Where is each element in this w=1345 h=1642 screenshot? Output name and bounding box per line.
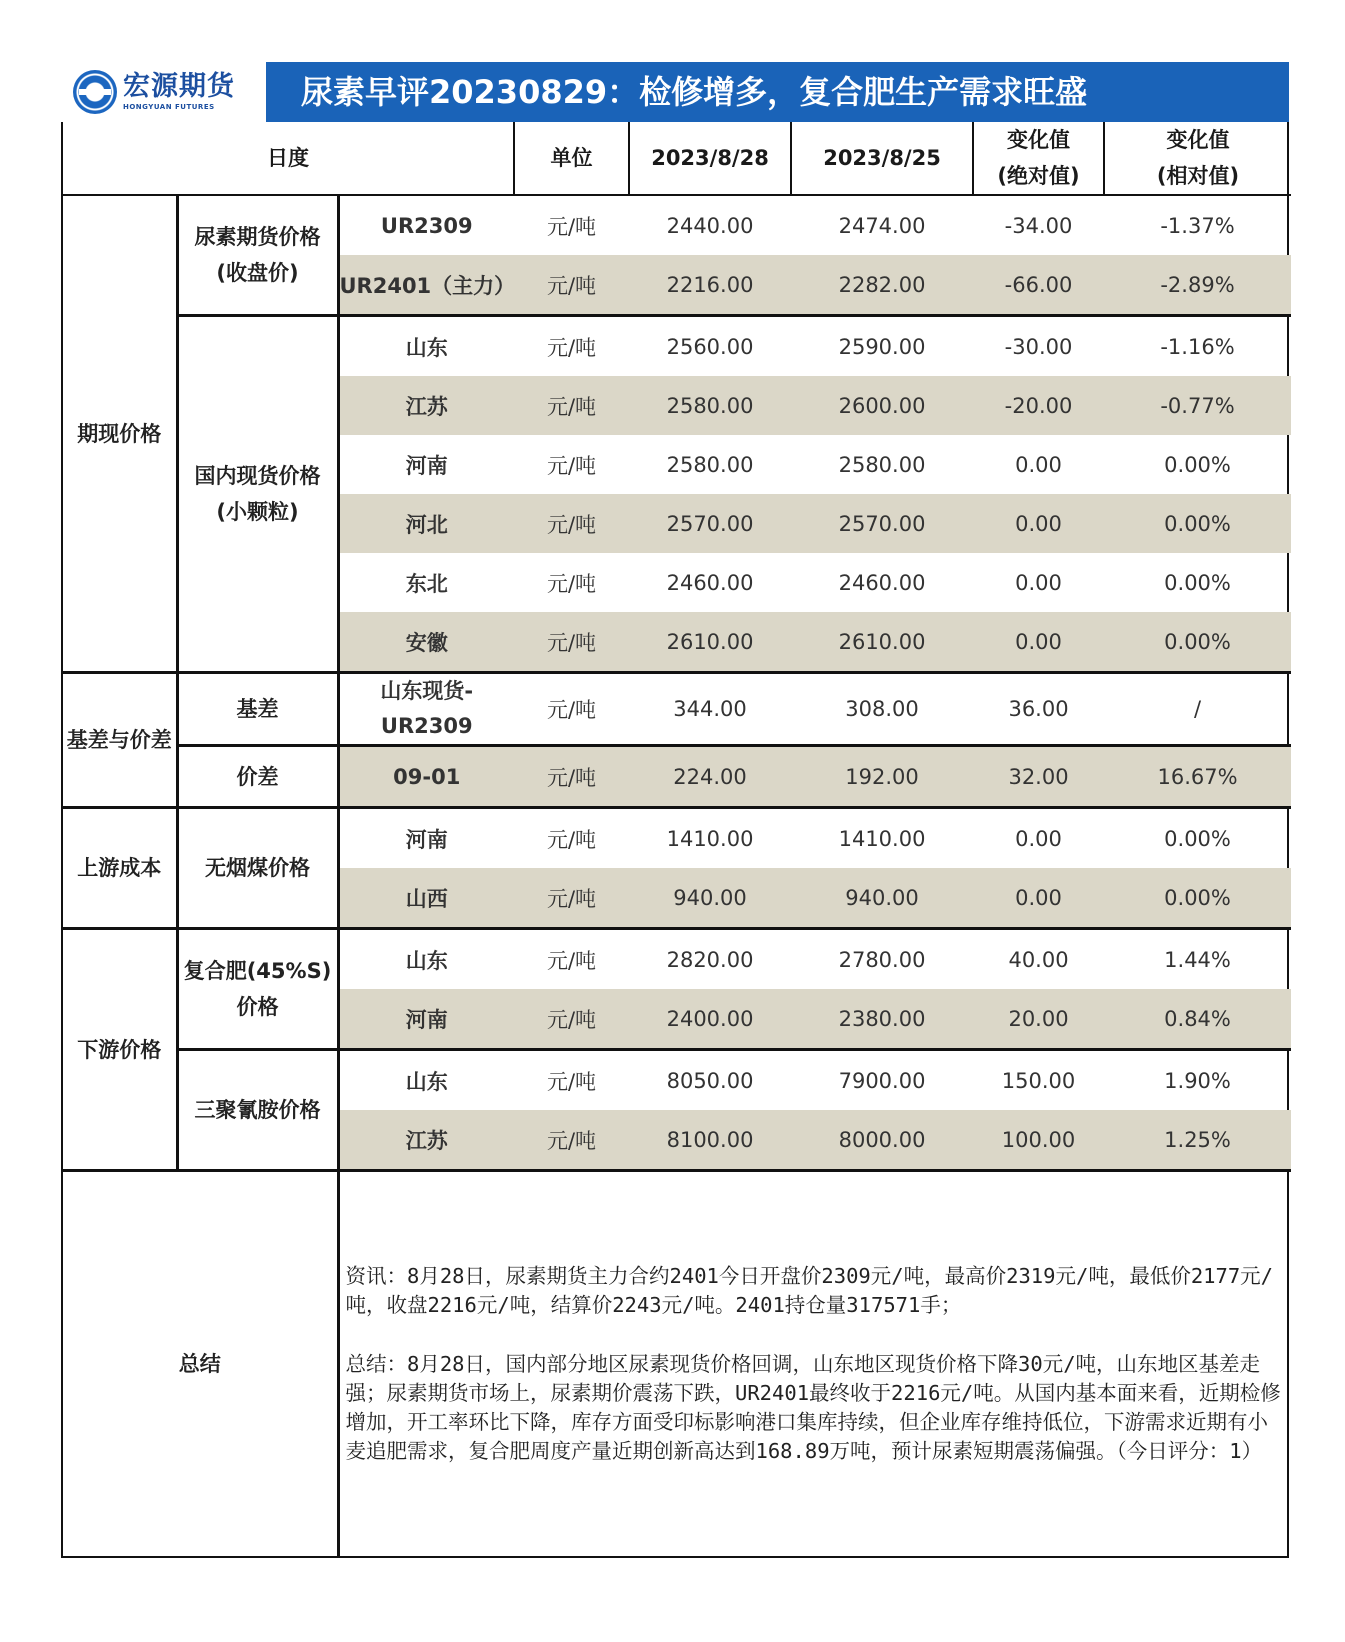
row-unit: 元/吨 [514,808,629,869]
summary-text [338,1171,1291,1557]
row-unit: 元/吨 [514,673,629,746]
row-value-date2: 7900.00 [791,1050,973,1111]
table-row [63,808,1291,869]
row-value-date1: 2610.00 [629,612,791,673]
col-header-rel-change: 变化值 (相对值) [1104,122,1291,195]
row-unit: 元/吨 [514,746,629,808]
table-row [63,316,1291,377]
row-name: 山东 [338,929,514,990]
section-label-upstream: 上游成本 [63,808,177,929]
row-rel-change: 0.00% [1104,808,1291,869]
summary-row [63,1171,1291,1557]
row-value-date2: 2580.00 [838,452,926,477]
row-abs-change: 0.00 [973,808,1104,869]
row-abs-change: 150.00 [973,1050,1104,1111]
row-rel-change: -1.37% [1160,213,1235,238]
row-name: 河南 [405,453,448,478]
col-header-unit: 单位 [514,122,629,195]
row-unit: 元/吨 [514,1050,629,1111]
row-rel-change: 0.00% [1164,570,1231,595]
row-value-date2: 2474.00 [838,213,926,238]
row-rel-change: 1.44% [1104,929,1291,990]
row-abs-change: 20.00 [973,989,1104,1050]
row-value-date2: 2600.00 [791,376,973,435]
header-row [63,122,1291,195]
price-table [63,122,1291,1556]
row-rel-change: 0.00% [1104,868,1291,929]
table-row [63,746,1291,808]
group-label-domestic-spot: 国内现货价格 (小颗粒) [177,316,338,673]
row-value-date1: 940.00 [629,868,791,929]
row-abs-change: 0.00 [1015,570,1062,595]
row-rel-change: -1.16% [1104,316,1291,377]
col-header-abs-change: 变化值 (绝对值) [973,122,1104,195]
col-header-date2: 2023/8/25 [791,122,973,195]
row-name: 山东 [338,1050,514,1111]
row-abs-change: 100.00 [973,1110,1104,1171]
col-header-dimension: 日度 [63,122,514,195]
row-value-date2: 2610.00 [791,612,973,673]
row-value-date1: 2400.00 [629,989,791,1050]
row-abs-change: -30.00 [973,316,1104,377]
row-abs-change: 0.00 [973,868,1104,929]
row-unit: 元/吨 [514,255,629,316]
row-name: 江苏 [338,1110,514,1171]
table-row [63,929,1291,990]
group-label-spread: 价差 [177,746,338,808]
row-value-date1: 2216.00 [629,255,791,316]
logo-emblem-icon [73,70,117,114]
row-abs-change: -34.00 [1004,213,1073,238]
row-unit: 元/吨 [514,989,629,1050]
table-row [63,195,1291,255]
row-name: 山西 [338,868,514,929]
report-banner [61,62,1289,122]
row-value-date1: 2820.00 [629,929,791,990]
row-name: 河南 [338,808,514,869]
group-label-melamine: 三聚氰胺价格 [177,1050,338,1171]
row-value-date2: 308.00 [791,673,973,746]
row-value-date2: 2460.00 [838,570,926,595]
row-abs-change: -66.00 [973,255,1104,316]
row-name-line: 山东现货- [380,679,474,703]
group-label-basis: 基差 [177,673,338,746]
row-name: UR2309 [380,213,473,238]
row-rel-change: -2.89% [1104,255,1291,316]
row-unit: 元/吨 [514,929,629,990]
row-value-date2: 2590.00 [791,316,973,377]
row-unit: 元/吨 [546,453,597,478]
report-title: 尿素早评20230829：检修增多，复合肥生产需求旺盛 [301,73,1088,111]
group-label-anthracite: 无烟煤价格 [177,808,338,929]
row-abs-change: 0.00 [973,494,1104,553]
row-unit: 元/吨 [514,316,629,377]
row-abs-change: 36.00 [973,673,1104,746]
row-value-date2: 1410.00 [791,808,973,869]
section-label-spot-futures: 期现价格 [63,195,177,673]
table-row [63,1050,1291,1111]
logo-subtitle: HONGYUAN FUTURES [123,103,215,111]
logo-name: 宏源期货 [123,71,235,102]
row-value-date2: 2570.00 [791,494,973,553]
row-value-date1: 2570.00 [629,494,791,553]
row-value-date2: 8000.00 [791,1110,973,1171]
company-logo [61,62,266,122]
section-label-basis: 基差与价差 [63,673,177,808]
row-name: 山东 [338,316,514,377]
row-name-line: UR2309 [380,714,473,738]
section-label-downstream: 下游价格 [63,929,177,1171]
row-unit: 元/吨 [514,612,629,673]
row-unit: 元/吨 [514,868,629,929]
col-header-date1: 2023/8/28 [629,122,791,195]
row-value-date2: 192.00 [791,746,973,808]
row-rel-change: 1.90% [1104,1050,1291,1111]
row-name: 江苏 [338,376,514,435]
row-rel-change: -0.77% [1104,376,1291,435]
row-value-date1: 2560.00 [629,316,791,377]
row-rel-change: 1.25% [1104,1110,1291,1171]
row-abs-change: -20.00 [973,376,1104,435]
row-name: 09-01 [338,746,514,808]
row-name: UR2401（主力） [338,255,514,316]
row-value-date2: 940.00 [791,868,973,929]
row-value-date1: 2580.00 [629,376,791,435]
summary-conclusion: 总结：8月28日，国内部分地区尿素现货价格回调，山东地区现货价格下降30元/吨，山东地区基差走强；尿素期货市场上，尿素期价震荡下跌，UR2401最终收于2216元/吨。从国内基本面来看，近期检修增加，开工率环比下降，库存方面受印标影响港口集库持续，但企业库存维持低位，下游需求近期有小麦追肥需求，复合肥周度产量近期创新高达到168.89万吨，预计尿素短期震荡偏强。（今日评分：1） [345,1352,1281,1463]
row-rel-change: 0.00% [1104,612,1291,673]
row-unit: 元/吨 [514,494,629,553]
row-name: 东北 [405,571,448,596]
row-rel-change: 0.84% [1104,989,1291,1050]
row-value-date1: 224.00 [629,746,791,808]
summary-news: 资讯：8月28日，尿素期货主力合约2401今日开盘价2309元/吨，最高价2319元/吨，最低价2177元/吨，收盘2216元/吨，结算价2243元/吨。2401持仓量317571手； [345,1264,1274,1317]
row-abs-change: 0.00 [973,612,1104,673]
row-value-date2: 2380.00 [791,989,973,1050]
row-value-date1: 2580.00 [666,452,754,477]
row-value-date1: 2460.00 [666,570,754,595]
row-name [338,673,514,746]
row-abs-change: 32.00 [973,746,1104,808]
section-label-summary: 总结 [63,1171,338,1557]
row-abs-change: 40.00 [973,929,1104,990]
row-unit: 元/吨 [514,1110,629,1171]
row-unit: 元/吨 [546,571,597,596]
row-value-date2: 2282.00 [791,255,973,316]
table-row [63,673,1291,746]
row-rel-change: 16.67% [1104,746,1291,808]
row-value-date1: 344.00 [629,673,791,746]
row-value-date1: 8050.00 [629,1050,791,1111]
row-value-date1: 2440.00 [666,213,754,238]
row-unit: 元/吨 [514,376,629,435]
row-value-date1: 1410.00 [629,808,791,869]
group-label-compound-fertilizer: 复合肥(45%S) 价格 [177,929,338,1050]
row-value-date1: 8100.00 [629,1110,791,1171]
row-rel-change: / [1104,673,1291,746]
row-unit: 元/吨 [546,214,597,239]
price-table-frame [61,122,1289,1558]
row-rel-change: 0.00% [1104,494,1291,553]
report-sheet [61,62,1289,1558]
row-name: 安徽 [338,612,514,673]
group-label-futures: 尿素期货价格 (收盘价) [177,195,338,316]
row-name: 河北 [338,494,514,553]
row-rel-change: 0.00% [1164,452,1231,477]
row-name: 河南 [338,989,514,1050]
row-value-date2: 2780.00 [791,929,973,990]
row-abs-change: 0.00 [1015,452,1062,477]
